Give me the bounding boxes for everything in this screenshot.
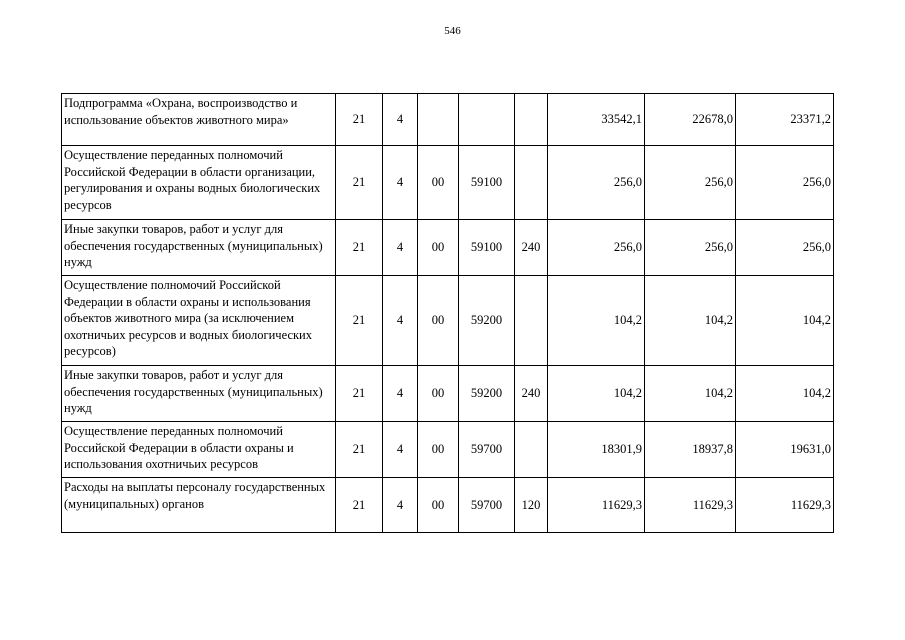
row-code: 59100 [459, 146, 515, 220]
row-name: Осуществление полномочий Российской Федерации в области охраны и использования объектов животного мира (за исключением охотничьих ресурсов и водных биологических ресурсов) [62, 276, 336, 366]
row-cs [418, 94, 459, 146]
row-name: Расходы на выплаты персоналу государственных (муниципальных) органов [62, 478, 336, 533]
row-value-3: 19631,0 [736, 422, 834, 478]
row-value-2: 22678,0 [645, 94, 736, 146]
row-code [459, 94, 515, 146]
row-code: 59700 [459, 422, 515, 478]
row-pr: 4 [383, 478, 418, 533]
row-vr: 240 [515, 220, 548, 276]
row-value-2: 11629,3 [645, 478, 736, 533]
page-number: 546 [444, 25, 461, 37]
row-pr: 4 [383, 422, 418, 478]
row-vr [515, 422, 548, 478]
row-code: 59700 [459, 478, 515, 533]
row-code: 59200 [459, 366, 515, 422]
row-vr [515, 146, 548, 220]
row-value-2: 104,2 [645, 276, 736, 366]
row-cs: 00 [418, 146, 459, 220]
row-value-3: 256,0 [736, 220, 834, 276]
row-value-1: 33542,1 [548, 94, 645, 146]
row-name: Подпрограмма «Охрана, воспроизводство и использование объектов животного мира» [62, 94, 336, 146]
row-pr: 4 [383, 276, 418, 366]
row-value-2: 256,0 [645, 220, 736, 276]
row-value-2: 18937,8 [645, 422, 736, 478]
row-value-3: 23371,2 [736, 94, 834, 146]
row-gr: 21 [336, 366, 383, 422]
row-value-1: 11629,3 [548, 478, 645, 533]
row-pr: 4 [383, 94, 418, 146]
row-gr: 21 [336, 276, 383, 366]
row-value-1: 104,2 [548, 276, 645, 366]
row-value-3: 104,2 [736, 276, 834, 366]
table-row [62, 422, 834, 478]
row-gr: 21 [336, 220, 383, 276]
row-code: 59100 [459, 220, 515, 276]
row-value-3: 256,0 [736, 146, 834, 220]
row-name: Иные закупки товаров, работ и услуг для обеспечения государственных (муниципальных) нужд [62, 220, 336, 276]
row-value-2: 104,2 [645, 366, 736, 422]
row-vr [515, 276, 548, 366]
row-value-2: 256,0 [645, 146, 736, 220]
row-cs: 00 [418, 220, 459, 276]
table-row [62, 220, 834, 276]
table-row [62, 276, 834, 366]
row-gr: 21 [336, 478, 383, 533]
row-vr: 120 [515, 478, 548, 533]
row-value-1: 18301,9 [548, 422, 645, 478]
row-code: 59200 [459, 276, 515, 366]
row-vr: 240 [515, 366, 548, 422]
row-value-1: 104,2 [548, 366, 645, 422]
budget-table [61, 93, 834, 533]
row-gr: 21 [336, 94, 383, 146]
table-row [62, 366, 834, 422]
row-value-1: 256,0 [548, 220, 645, 276]
table-row [62, 94, 834, 146]
row-pr: 4 [383, 146, 418, 220]
row-name: Иные закупки товаров, работ и услуг для обеспечения государственных (муниципальных) нужд [62, 366, 336, 422]
row-name: Осуществление переданных полномочий Российской Федерации в области организации, регулирования и охраны водных биологических ресурсов [62, 146, 336, 220]
row-name: Осуществление переданных полномочий Российской Федерации в области охраны и использования охотничьих ресурсов [62, 422, 336, 478]
row-gr: 21 [336, 146, 383, 220]
row-value-1: 256,0 [548, 146, 645, 220]
table-row [62, 478, 834, 533]
row-pr: 4 [383, 220, 418, 276]
row-cs: 00 [418, 366, 459, 422]
row-vr [515, 94, 548, 146]
row-cs: 00 [418, 478, 459, 533]
row-pr: 4 [383, 366, 418, 422]
row-value-3: 11629,3 [736, 478, 834, 533]
row-value-3: 104,2 [736, 366, 834, 422]
row-cs: 00 [418, 422, 459, 478]
row-gr: 21 [336, 422, 383, 478]
table-row [62, 146, 834, 220]
row-cs: 00 [418, 276, 459, 366]
